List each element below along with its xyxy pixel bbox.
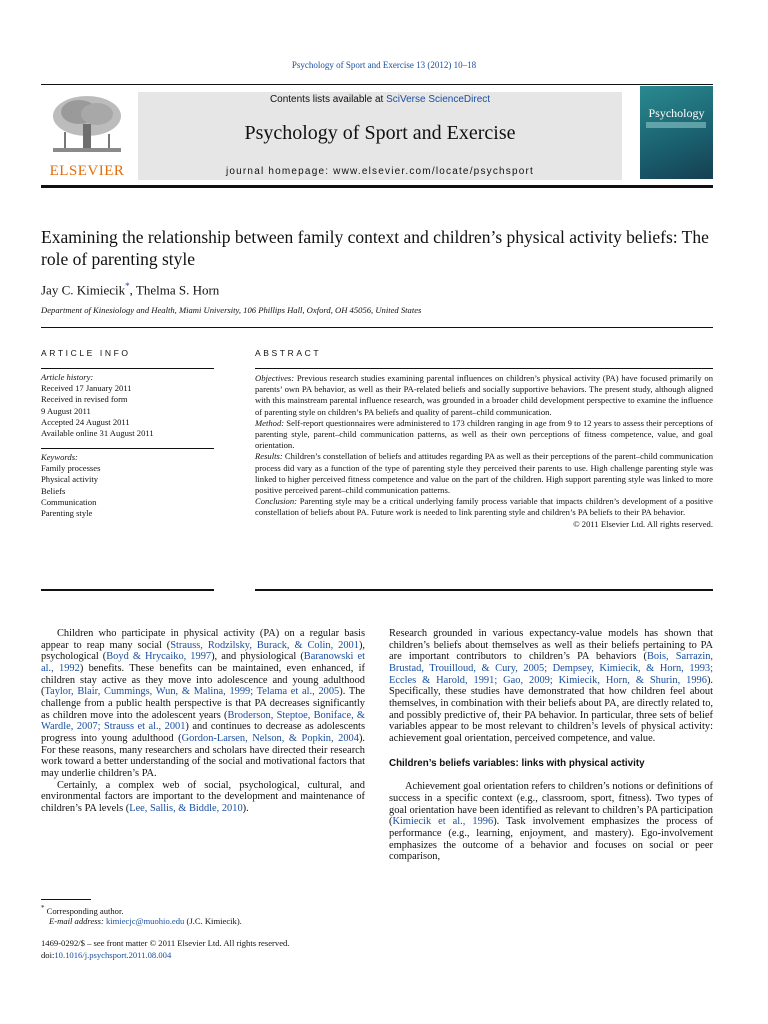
contents-line <box>138 94 622 105</box>
affiliation-rule <box>41 327 713 328</box>
history-line: Received 17 January 2011 <box>41 383 132 394</box>
citation-link[interactable]: Boyd & Hrycaiko, 1997 <box>106 651 212 663</box>
paragraph-text: ) and continues to decrease as adolescents progress into young adulthood ( <box>41 721 365 744</box>
paragraph-text: Achievement goal orientation refers to children’s notions or definitions of success in a specific context (e.g., classroom, sport, fitness). Two types of goal orientation have been identified as relevant to children’s PA participation ( <box>389 781 713 828</box>
citation-link[interactable]: Kimiecik et al., 1996 <box>392 816 494 828</box>
author-1: Jay C. Kimiecik <box>41 282 126 298</box>
header-bottom-rule <box>41 185 713 188</box>
affiliation: Department of Kinesiology and Health, Miami University, 106 Phillips Hall, Oxford, OH 45056, United States <box>41 305 422 315</box>
citation-link[interactable]: Bois, Sarrazin, Brustad, Trouilloud, & Cury, 2005; Dempsey, Kimiecik, & Horn, 1993; Eccles & Harold, 1991; Gao, 2009; Kimiecik, Horn, & Shurin, 1996 <box>389 651 713 686</box>
citation-link[interactable]: Lee, Sallis, & Biddle, 2010 <box>129 802 243 814</box>
citation-link[interactable]: Gordon-Larsen, Nelson, & Popkin, 2004 <box>181 732 359 744</box>
cover-title: Psychology <box>648 106 705 120</box>
results-label: Results: <box>255 451 283 462</box>
body-right-column <box>389 628 713 863</box>
journal-title: Psychology of Sport and Exercise <box>244 122 516 144</box>
abstract-rule <box>255 368 713 369</box>
paragraph-text: Children who participate in physical activity (PA) on a regular basis appear to reap many social ( <box>41 628 365 651</box>
journal-citation[interactable]: Psychology of Sport and Exercise 13 (2012) 10–18 <box>291 60 477 70</box>
bottom-note <box>41 938 289 961</box>
paragraph-text: ). For these reasons, many researchers and scholars have directed their research work toward a better understanding of the social and motivational factors that may underlie children’s PA. <box>41 732 365 779</box>
paragraph-text: ). <box>242 802 249 814</box>
cover-subtitle-bar <box>646 122 706 128</box>
body-paragraph <box>41 628 365 780</box>
keyword: Physical activity <box>41 474 99 485</box>
history-line: Available online 31 August 2011 <box>41 428 154 439</box>
section-heading: Children’s beliefs variables: links with physical activity <box>389 757 645 769</box>
footnote <box>41 903 242 927</box>
keyword: Family processes <box>41 463 101 474</box>
keyword: Communication <box>41 496 97 507</box>
author-2: , Thelma S. Horn <box>129 282 220 298</box>
history-line: Accepted 24 August 2011 <box>41 416 130 427</box>
paragraph-text: Research grounded in various expectancy-value models has shown that children’s beliefs about themselves as well as their beliefs pertaining to PA are important contributors to children’s PA behaviors ( <box>389 628 713 663</box>
history-line: 9 August 2011 <box>41 405 91 416</box>
citation-link[interactable]: Taylor, Blair, Cummings, Wun, & Malina, 1999; Telama et al., 2005 <box>44 686 340 698</box>
paragraph-text: Certainly, a complex web of social, psychological, cultural, and environmental factors are important to the development and maintenance of children’s PA levels ( <box>41 779 365 814</box>
journal-homepage[interactable]: journal homepage: www.elsevier.com/locate/psychsport <box>225 166 535 177</box>
footnote-rule <box>41 899 91 900</box>
objectives-label: Objectives: <box>255 373 295 383</box>
authors <box>41 281 219 298</box>
citation-link[interactable]: Baranowski et al., 1992 <box>41 651 365 674</box>
abstract-bottom-rule <box>255 589 713 591</box>
publisher-name: ELSEVIER <box>49 163 125 179</box>
journal-banner <box>138 92 622 180</box>
email-label: E-mail address: <box>49 916 104 927</box>
article-info-bottom-rule <box>41 589 214 591</box>
paragraph-text: ), psychological ( <box>41 639 365 663</box>
elsevier-logo <box>41 92 133 180</box>
body-paragraph <box>389 781 713 863</box>
article-title: Examining the relationship between family context and children’s physical activity beliefs: The role of parenting style <box>41 227 709 269</box>
email-suffix: (J.C. Kimiecik). <box>184 916 242 927</box>
paragraph-text: ), and physiological ( <box>211 651 304 663</box>
paragraph-text: ). The challenge from a public health perspective is that PA decreases significantly as children move into the adolescent years ( <box>41 686 366 721</box>
email-link[interactable]: kimiecjc@muohio.edu <box>105 916 185 927</box>
article-history <box>41 372 216 439</box>
keywords-label: Keywords: <box>41 452 78 462</box>
issn-line: 1469-0292/$ – see front matter © 2011 Elsevier Ltd. All rights reserved. <box>41 938 290 948</box>
keyword: Parenting style <box>41 508 93 519</box>
abstract-copyright: © 2011 Elsevier Ltd. All rights reserved. <box>573 518 713 529</box>
abstract-body <box>255 373 713 530</box>
corresponding-mark[interactable]: * <box>125 281 130 291</box>
method-text: Self-report questionnaires were administered to 173 children ranging in age from 9 to 12 years to assess their perceptions of parenting style, parent–child communication patterns, as well as their own perceptions of fitness competence, value, and goal orientation. <box>255 417 713 451</box>
paragraph-text: ). Specifically, these studies have demonstrated that how children feel about themselves, in combination with their beliefs about PA, are directly related to, and possibly predictive of, their PA behavior. In particular, three sets of belief variables appear to be most relevant to children’s levels of physical activity: achievement goal orientation, perceived competence, and value. <box>389 674 713 744</box>
footnote-mark: * <box>41 904 45 912</box>
history-line: Received in revised form <box>41 394 128 405</box>
body-paragraph <box>389 628 713 745</box>
abstract-heading: ABSTRACT <box>255 348 322 358</box>
citation-link[interactable]: Broderson, Steptoe, Boniface, & Wardle, 2007; Strauss et al., 2001 <box>41 709 365 733</box>
body-left-column <box>41 628 365 815</box>
conclusion-label: Conclusion: <box>255 496 298 507</box>
method-label: Method: <box>255 417 285 428</box>
article-info-rule <box>41 368 214 369</box>
corresponding-author-label: Corresponding author. <box>46 905 124 916</box>
article-info-heading: ARTICLE INFO <box>41 348 131 358</box>
body-paragraph <box>41 780 365 815</box>
contents-prefix: Contents lists available at <box>269 94 387 105</box>
keyword: Beliefs <box>41 485 66 496</box>
citation-link[interactable]: Strauss, Rodzilsky, Burack, & Colin, 2001 <box>170 639 359 651</box>
doi-link[interactable]: 10.1016/j.psychsport.2011.08.004 <box>54 949 172 960</box>
elsevier-tree-icon <box>49 92 125 156</box>
history-label: Article history: <box>41 372 94 382</box>
objectives-text: Previous research studies examining parental influences on children’s physical activity (PA) have focused primarily on parents’ own PA behavior, as well as their PA-related beliefs and socially supportive behaviors. The present study, although aligned with this mainstream parental influence research, was grounded in a broader child development perspective to examine the influence of parenting style on children’s PA beliefs and quality of parent–child communication. <box>255 373 713 417</box>
paragraph-text: ). Task involvement emphasizes the process of performance (e.g., learning, enjoyment, and mastery). Ego-involvement emphasizes the outcome of a behavior and focuses on social or peer comparison, <box>389 816 714 863</box>
results-text: Children’s constellation of beliefs and attitudes regarding PA as well as their perceptions of the parent–child communication process did vary as a function of the type of parenting style they perceived their parents to use. High challenge parenting style was linked to higher perceived fitness competence and value on the part of the children. High support parenting style was linked to more positive perceived parent–child communication patterns. <box>255 451 713 496</box>
conclusion-text: Parenting style may be a critical underlying family process variable that impacts children’s development of a positive constellation of beliefs about PA. Future work is needed to link parenting style and children’s PA beliefs to their PA behavior. <box>255 496 713 518</box>
header-top-rule <box>41 84 713 85</box>
paragraph-text: ) benefits. These benefits can be maintained, even enhanced, if children stay active as they move into adolescence and young adulthood ( <box>41 662 365 698</box>
keywords-rule <box>41 448 214 449</box>
keywords <box>41 452 216 519</box>
doi-label: doi: <box>41 949 55 960</box>
sciverse-link[interactable]: SciVerse ScienceDirect <box>386 94 491 105</box>
journal-cover[interactable] <box>640 86 713 179</box>
